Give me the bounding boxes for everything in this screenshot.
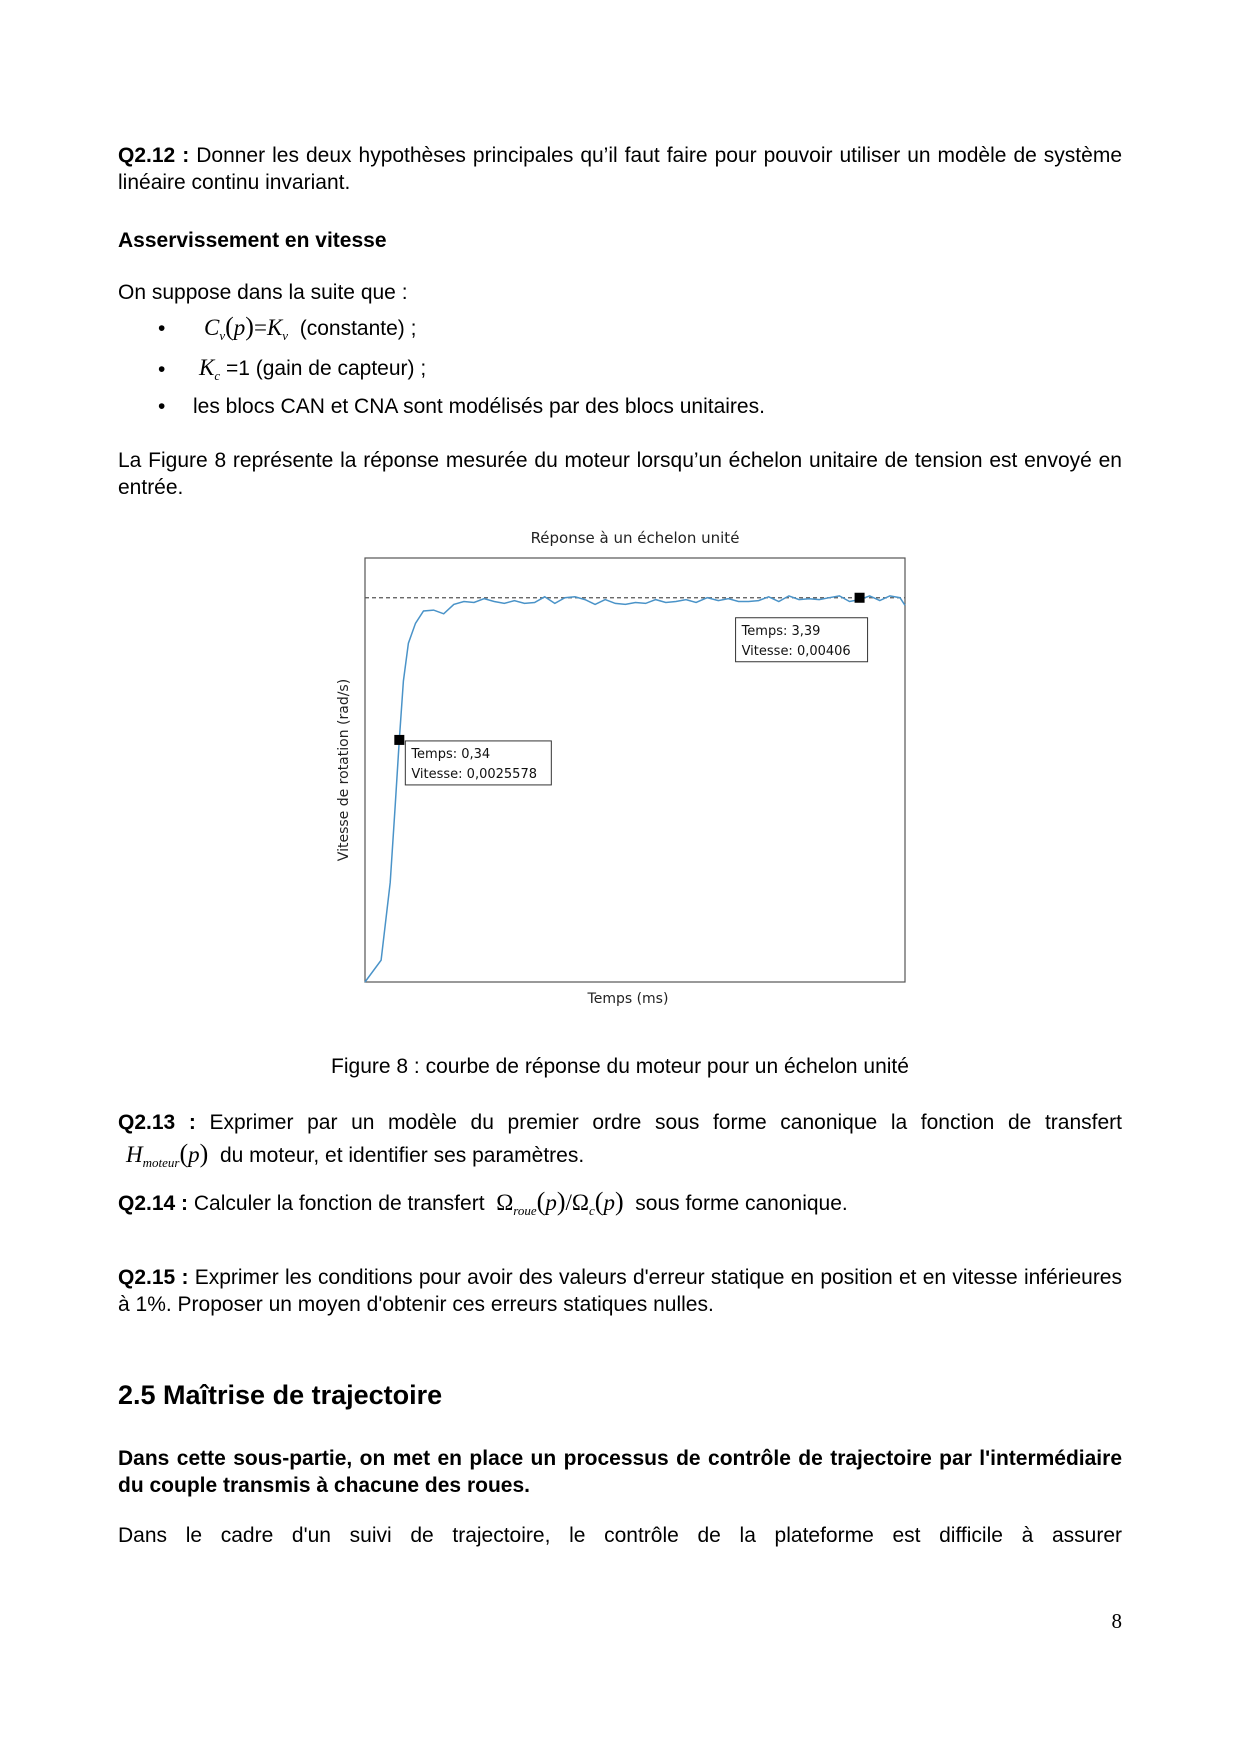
- question-q2-15: [118, 1264, 1122, 1318]
- data-tip-marker: [855, 593, 865, 603]
- section-heading: 2.5 Maîtrise de trajectoire: [118, 1380, 443, 1410]
- data-tip-label: Temps: 0,34: [411, 746, 491, 762]
- question-label: Q2.14 :: [118, 1192, 189, 1215]
- question-q2-13: [118, 1109, 1122, 1136]
- math-kc: $K_c$: [199, 355, 221, 383]
- question-label: Q2.12 :: [118, 144, 190, 167]
- question-text: Calculer la fonction de transfert: [188, 1192, 485, 1215]
- question-q2-14: [118, 1188, 1122, 1222]
- x-axis-label: Temps (ms): [587, 991, 669, 1007]
- question-label: Q2.13 :: [118, 1111, 196, 1134]
- subsection-heading: Asservissement en vitesse: [118, 229, 387, 252]
- data-tip-marker: [394, 735, 404, 745]
- bullet-item: [118, 393, 1122, 421]
- bullet-content: les blocs CAN et CNA sont modélisés par des blocs unitaires.: [193, 395, 765, 418]
- question-label: Q2.15 :: [118, 1266, 189, 1289]
- data-tip-label: Temps: 3,39: [741, 623, 821, 639]
- bullet-marker: •: [158, 358, 166, 381]
- bullet-content: $C_v(p)=K_v$ (constante) ;: [204, 312, 417, 343]
- data-tip-label: Vitesse: 0,00406: [741, 643, 851, 659]
- question-text-cont: du moteur, et identifier ses paramètres.: [219, 1144, 585, 1167]
- question-q2-12: [118, 142, 1122, 196]
- bullet-content: $K_c =1$ (gain de capteur) ;: [199, 355, 427, 383]
- question-text: Donner les deux hypothèses principales qu’il faut faire pour pouvoir utiliser un modèle de système linéaire continu invariant.: [118, 144, 1122, 194]
- y-axis-label: Vitesse de rotation (rad/s): [336, 678, 352, 862]
- bullet-marker: •: [158, 395, 166, 418]
- question-q2-13-line2: [118, 1140, 1122, 1174]
- bullet-marker: •: [158, 317, 166, 340]
- figure-intro-paragraph: La Figure 8 représente la réponse mesurée du moteur lorsqu’un échelon unitaire de tension est envoyé en entrée.: [118, 449, 1122, 499]
- question-text-cont: sous forme canonique.: [635, 1192, 848, 1215]
- math-cv-equals-kv: $C_v(p)=K_v$: [204, 312, 289, 343]
- math-h-moteur: $H_{moteur}(p)$: [126, 1139, 209, 1170]
- assumptions-intro: On suppose dans la suite que :: [118, 281, 408, 304]
- question-text: Exprimer les conditions pour avoir des valeurs d'erreur statique en position et en vitesse inférieures à 1%. Proposer un moyen d'obtenir ces erreurs statiques nulles.: [118, 1266, 1122, 1316]
- section-lead: Dans cette sous-partie, on met en place un processus de contrôle de trajectoire par l'intermédiaire du couple transmis à chacune des roues.: [118, 1447, 1122, 1497]
- bullet-item: [118, 354, 1122, 386]
- question-text: Exprimer par un modèle du premier ordre sous forme canonique la fonction de transfert: [195, 1111, 1122, 1134]
- chart-title: Réponse à un échelon unité: [530, 529, 740, 547]
- math-omega-ratio: $\Omega_{roue}(p)/\Omega_c(p)$: [496, 1187, 624, 1218]
- figure-caption: Figure 8 : courbe de réponse du moteur pour un échelon unité: [331, 1055, 909, 1078]
- body-paragraph: Dans le cadre d'un suivi de trajectoire, le contrôle de la plateforme est difficile à assurer: [118, 1524, 1122, 1547]
- bullet-item: [118, 313, 1122, 345]
- step-response-chart: [330, 525, 930, 1030]
- page-number: 8: [1111, 1609, 1122, 1633]
- data-tip-label: Vitesse: 0,0025578: [411, 766, 537, 782]
